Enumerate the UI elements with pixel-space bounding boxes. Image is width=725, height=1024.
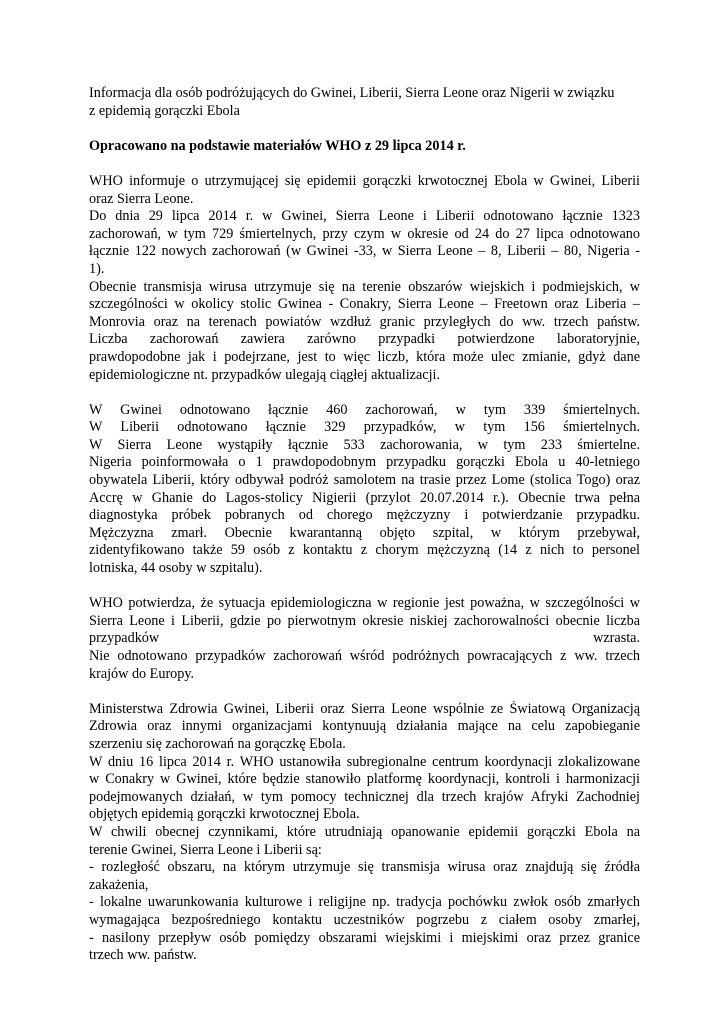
- text-line: Accrę w Ghanie do Lagos-stolicy Nigierii (przylot 20.07.2014 r.). Obecnie trwa pełna: [89, 489, 640, 506]
- paragraph-who-assessment: [89, 595, 640, 683]
- list-item: - lokalne uwarunkowania kulturowe i religijne np. tradycja pochówku zwłok osób zmarłych: [89, 894, 640, 911]
- text-line: szerzeniu się zachorowań na gorączkę Ebola.: [89, 735, 346, 752]
- text-line: trzech ww. państw.: [89, 947, 197, 964]
- text-line: Nie odnotowano przypadków zachorowań wśród podróżnych powracających z ww. trzech: [89, 648, 640, 664]
- text-line: Zdrowia oraz innymi organizacjami kontynuują działania mające na celu zapobieganie: [89, 718, 640, 735]
- title-line: z epidemią gorączki Ebola: [89, 102, 240, 119]
- text-line: Obecnie transmisja wirusa utrzymuje się na terenie obszarów wiejskich i podmiejskich, w: [89, 278, 640, 295]
- text-line: Liczba zachorowań zawiera zarówno przypadki potwierdzone laboratoryjnie,: [89, 331, 640, 348]
- text-line: zakażenia,: [89, 876, 149, 893]
- text-line: WHO potwierdza, że sytuacja epidemiologiczna w regionie jest poważna, w szczególności w: [89, 595, 640, 612]
- text-line: prawdopodobne jak i podejrzane, jest to więc liczb, która może ulec zmianie, gdyż dane: [89, 348, 640, 365]
- text-line: oraz Sierra Leone.: [89, 190, 194, 207]
- text-line: W Gwinei odnotowano łącznie 460 zachorowań, w tym 339 śmiertelnych.: [89, 401, 640, 418]
- text-line: Sierra Leone i Liberii, gdzie po pierwotnym okresie niskiej zachorowalności obecnie liczba: [89, 612, 640, 629]
- text-line: W chwili obecnej czynnikami, które utrudniają opanowanie epidemii gorączki Ebola na: [89, 823, 640, 840]
- text-line: Mężczyzna zmarł. Obecnie kwarantanną objęto szpital, w którym przebywał,: [89, 524, 640, 541]
- text-line: łącznie 122 nowych zachorowań (w Gwinei -33, w Sierra Leone – 8, Liberii – 80, Nigeria -: [89, 243, 640, 260]
- text-line: szczególności w okolicy stolic Gwinea - Conakry, Sierra Leone – Freetown oraz Liberia –: [89, 296, 640, 313]
- text-line: terenie Gwinei, Sierra Leone i Liberii są:: [89, 841, 322, 858]
- paragraph-response-actions: [89, 701, 640, 965]
- text-line: zidentyfikowano także 59 osób z kontaktu z chorym mężczyzną (14 z nich to personel: [89, 542, 640, 559]
- text-line: 1).: [89, 260, 105, 277]
- list-item: - rozległość obszaru, na którym utrzymuje się transmisja wirusa oraz znajdują się źródła: [89, 859, 640, 876]
- text-line: diagnostyka próbek pobranych od chorego mężczyzny i potwierdzanie przypadku.: [89, 507, 640, 524]
- text-line: objętych epidemią gorączki krwotocznej Ebola.: [89, 806, 360, 823]
- text-line: obywatela Liberii, który odbywał podróż samolotem na trasie przez Lome (stolica Togo) oraz: [89, 472, 640, 489]
- text-line: Ministerstwa Zdrowia Gwinei, Liberii oraz Sierra Leone wspólnie ze Światową Organizacją: [89, 700, 640, 717]
- text-line: Monrovia oraz na terenach powiatów wzdłuż granic przyległych do ww. trzech państw.: [89, 313, 640, 330]
- text-line: krajów do Europy.: [89, 665, 195, 682]
- text-line: przypadków wzrasta.: [89, 630, 640, 647]
- text-line: Nigeria poinformowała o 1 prawdopodobnym przypadku gorączki Ebola u 40-letniego: [89, 454, 640, 471]
- text-line: w Conakry w Gwinei, które będzie stanowiło platformę koordynacji, kontroli i harmonizacji: [89, 771, 640, 788]
- paragraph-outbreak-overview: [89, 173, 640, 384]
- text-line: W Liberii odnotowano łącznie 329 przypadków, w tym 156 śmiertelnych.: [89, 419, 640, 436]
- title-line: Informacja dla osób podróżujących do Gwinei, Liberii, Sierra Leone oraz Nigerii w związku: [89, 85, 615, 101]
- list-item: - nasilony przepływ osób pomiędzy obszarami wiejskimi i miejskimi oraz przez granice: [89, 929, 640, 946]
- text-line: Do dnia 29 lipca 2014 r. w Gwinei, Sierra Leone i Liberii odnotowano łącznie 1323: [89, 208, 640, 225]
- text-line: wymagająca bezpośredniego kontaktu uczestników pogrzebu z ciałem osoby zmarłej,: [89, 911, 640, 928]
- text-line: zachorowań, w tym 729 śmiertelnych, przy czym w okresie od 24 do 27 lipca odnotowano: [89, 225, 640, 242]
- paragraph-country-statistics: [89, 402, 640, 578]
- text-line: W Sierra Leone wystąpiły łącznie 533 zachorowania, w tym 233 śmiertelne.: [89, 436, 640, 453]
- text-line: epidemiologiczne nt. przypadków ulegają ciągłej aktualizacji.: [89, 366, 440, 383]
- text-line: podejmowanych działań, w tym pomocy technicznej dla trzech krajów Afryki Zachodniej: [89, 788, 640, 805]
- document-body: [89, 85, 640, 965]
- text-line: lotniska, 44 osoby w szpitalu).: [89, 560, 263, 577]
- text-line: W dniu 16 lipca 2014 r. WHO ustanowiła subregionalne centrum koordynacji zlokalizowane: [89, 753, 640, 770]
- document-subtitle: Opracowano na podstawie materiałów WHO z 29 lipca 2014 r.: [89, 137, 466, 154]
- document-title: [89, 85, 640, 120]
- text-line: WHO informuje o utrzymującej się epidemii gorączki krwotocznej Ebola w Gwinei, Liberii: [89, 172, 640, 189]
